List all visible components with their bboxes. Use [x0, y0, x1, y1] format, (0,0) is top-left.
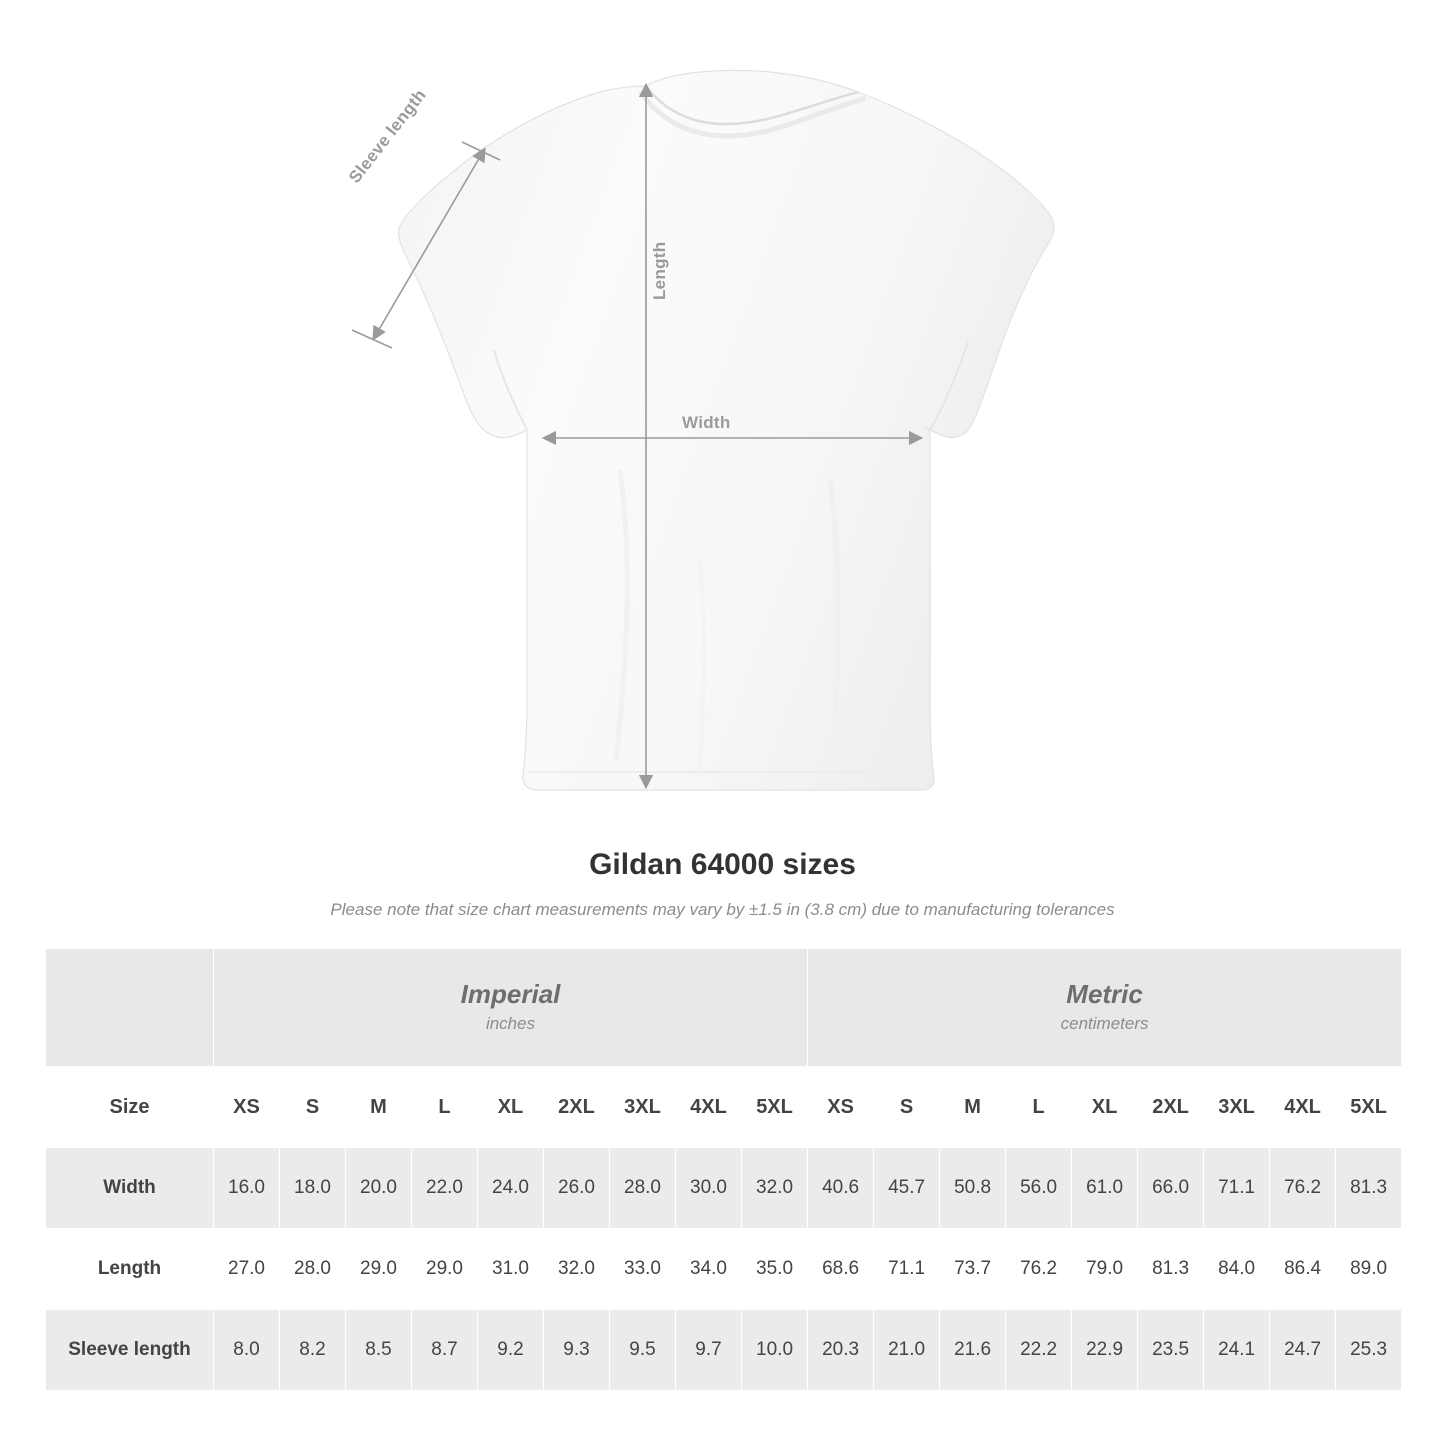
size-cell: XS	[214, 1067, 280, 1148]
size-cell: 4XL	[676, 1067, 742, 1148]
row-header-width: Width	[46, 1148, 214, 1229]
table-row-length	[46, 1229, 1402, 1310]
unit-header-imperial	[214, 949, 808, 1067]
length-cell: 71.1	[874, 1229, 940, 1310]
size-cell: 5XL	[742, 1067, 808, 1148]
sleeve-cell: 9.7	[676, 1310, 742, 1391]
size-cell: 3XL	[610, 1067, 676, 1148]
sleeve-cell: 9.2	[478, 1310, 544, 1391]
size-cell: S	[280, 1067, 346, 1148]
size-cell: XS	[808, 1067, 874, 1148]
width-cell: 32.0	[742, 1148, 808, 1229]
length-cell: 73.7	[940, 1229, 1006, 1310]
width-cell: 20.0	[346, 1148, 412, 1229]
tolerance-note: Please note that size chart measurements may vary by ±1.5 in (3.8 cm) due to manufacturing tolerances	[330, 900, 1115, 919]
table-row-size	[46, 1067, 1402, 1148]
sleeve-cell: 8.7	[412, 1310, 478, 1391]
length-cell: 79.0	[1072, 1229, 1138, 1310]
length-cell: 29.0	[412, 1229, 478, 1310]
size-cell: M	[346, 1067, 412, 1148]
table-row-sleeve-length	[46, 1310, 1402, 1391]
sleeve-cell: 8.2	[280, 1310, 346, 1391]
row-header-length: Length	[46, 1229, 214, 1310]
width-cell: 61.0	[1072, 1148, 1138, 1229]
sleeve-cell: 22.2	[1006, 1310, 1072, 1391]
length-cell: 84.0	[1204, 1229, 1270, 1310]
width-cell: 24.0	[478, 1148, 544, 1229]
page-title: Gildan 64000 sizes	[589, 848, 856, 881]
sleeve-cell: 24.7	[1270, 1310, 1336, 1391]
sleeve-cell: 10.0	[742, 1310, 808, 1391]
width-cell: 71.1	[1204, 1148, 1270, 1229]
size-cell: S	[874, 1067, 940, 1148]
length-cell: 89.0	[1336, 1229, 1402, 1310]
table-row-width	[46, 1148, 1402, 1229]
length-cell: 34.0	[676, 1229, 742, 1310]
width-cell: 66.0	[1138, 1148, 1204, 1229]
sleeve-cell: 24.1	[1204, 1310, 1270, 1391]
width-cell: 16.0	[214, 1148, 280, 1229]
row-header-sleeve-length: Sleeve length	[46, 1310, 214, 1391]
sleeve-cell: 9.3	[544, 1310, 610, 1391]
size-cell: 4XL	[1270, 1067, 1336, 1148]
width-cell: 28.0	[610, 1148, 676, 1229]
width-dimension-label: Width	[682, 413, 731, 432]
imperial-name: Imperial	[460, 978, 561, 1009]
metric-name: Metric	[1066, 978, 1143, 1009]
width-cell: 56.0	[1006, 1148, 1072, 1229]
unit-header-spacer	[46, 949, 214, 1067]
size-cell: 2XL	[1138, 1067, 1204, 1148]
size-cell: 2XL	[544, 1067, 610, 1148]
length-cell: 31.0	[478, 1229, 544, 1310]
size-cell: 3XL	[1204, 1067, 1270, 1148]
length-cell: 28.0	[280, 1229, 346, 1310]
width-cell: 50.8	[940, 1148, 1006, 1229]
sleeve-cell: 23.5	[1138, 1310, 1204, 1391]
width-cell: 22.0	[412, 1148, 478, 1229]
width-cell: 45.7	[874, 1148, 940, 1229]
width-cell: 30.0	[676, 1148, 742, 1229]
length-cell: 27.0	[214, 1229, 280, 1310]
size-table	[45, 948, 1402, 1391]
length-cell: 35.0	[742, 1229, 808, 1310]
sleeve-cell: 21.0	[874, 1310, 940, 1391]
sleeve-cell: 20.3	[808, 1310, 874, 1391]
sleeve-cell: 8.5	[346, 1310, 412, 1391]
length-cell: 32.0	[544, 1229, 610, 1310]
length-cell: 76.2	[1006, 1229, 1072, 1310]
unit-header-metric	[808, 949, 1402, 1067]
length-cell: 81.3	[1138, 1229, 1204, 1310]
size-cell: M	[940, 1067, 1006, 1148]
width-cell: 18.0	[280, 1148, 346, 1229]
size-cell: L	[412, 1067, 478, 1148]
length-cell: 68.6	[808, 1229, 874, 1310]
sleeve-length-dimension-label: Sleeve length	[345, 85, 430, 187]
unit-header-row	[46, 949, 1402, 1067]
sleeve-cell: 21.6	[940, 1310, 1006, 1391]
length-cell: 29.0	[346, 1229, 412, 1310]
length-cell: 33.0	[610, 1229, 676, 1310]
imperial-sub: inches	[485, 1014, 536, 1034]
width-cell: 40.6	[808, 1148, 874, 1229]
sleeve-cell: 25.3	[1336, 1310, 1402, 1391]
sleeve-cell: 22.9	[1072, 1310, 1138, 1391]
metric-sub: centimeters	[1060, 1014, 1149, 1034]
sleeve-cell: 9.5	[610, 1310, 676, 1391]
size-cell: XL	[478, 1067, 544, 1148]
chart-header	[0, 848, 1445, 920]
size-cell: XL	[1072, 1067, 1138, 1148]
width-cell: 81.3	[1336, 1148, 1402, 1229]
width-cell: 76.2	[1270, 1148, 1336, 1229]
length-dimension-label: Length	[650, 241, 669, 300]
sleeve-cell: 8.0	[214, 1310, 280, 1391]
size-cell: 5XL	[1336, 1067, 1402, 1148]
width-cell: 26.0	[544, 1148, 610, 1229]
size-cell: L	[1006, 1067, 1072, 1148]
size-table-wrapper	[45, 948, 1400, 1391]
length-cell: 86.4	[1270, 1229, 1336, 1310]
row-header-size: Size	[46, 1067, 214, 1148]
